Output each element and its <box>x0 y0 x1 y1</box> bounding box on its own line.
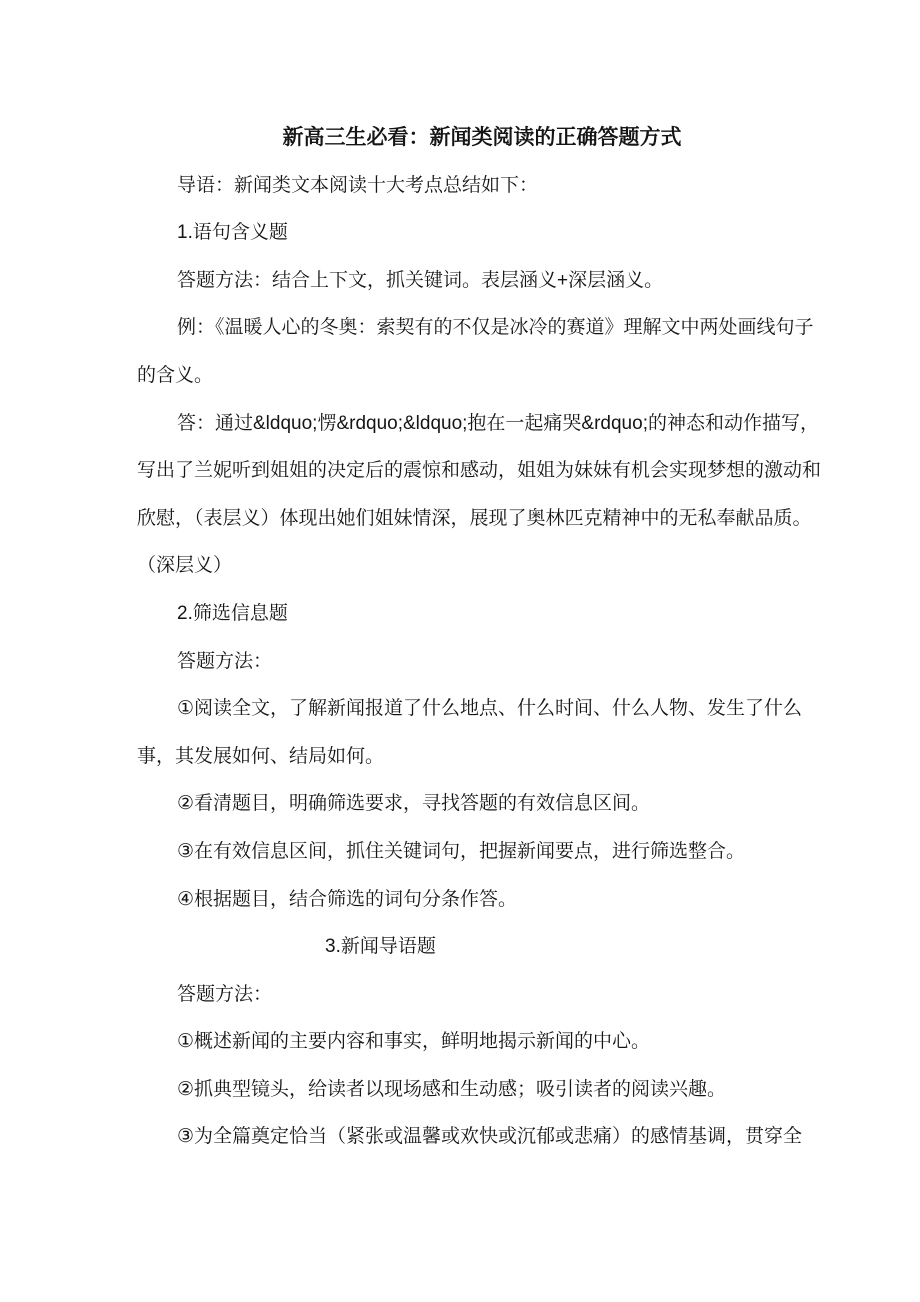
paragraph-step-3-1: ①概述新闻的主要内容和事实，鲜明地揭示新闻的中心。 <box>177 1031 651 1053</box>
paragraph-example-1: 例：《温暖人心的冬奥：索契有的不仅是冰冷的赛道》理解文中两处画线句子的含义。 <box>137 317 814 386</box>
paragraph-method-2: 答题方法： <box>177 650 273 672</box>
paragraph-answer-1: 答：通过&ldquo;愣&rdquo;&ldquo;抱在一起痛哭&rdquo;的神态和动作描写，写出了兰妮听到姐姐的决定后的震惊和感动，姐姐为妹妹有机会实现梦想的激动和欣慰，（表层义）体现出她们姐妹情深，展现了奥林匹克精神中的无私奉献品质。（深层义） <box>137 412 822 577</box>
paragraph-step-2-4: ④根据题目，结合筛选的词句分条作答。 <box>177 888 518 910</box>
paragraph-step-3-2: ②抓典型镜头，给读者以现场感和生动感；吸引读者的阅读兴趣。 <box>177 1078 727 1100</box>
document-title: 新高三生必看：新闻类阅读的正确答题方式 <box>282 126 682 149</box>
paragraph-step-3-3-truncated: ③为全篇奠定恰当（紧张或温馨或欢快或沉郁或悲痛）的感情基调，贯穿全 <box>177 1126 803 1148</box>
paragraph-step-2-2: ②看清题目，明确筛选要求，寻找答题的有效信息区间。 <box>177 793 651 815</box>
paragraph-method-3: 答题方法： <box>177 983 273 1005</box>
section-heading-1: 1.语句含义题 <box>177 222 288 244</box>
section-heading-2: 2.筛选信息题 <box>177 602 288 624</box>
paragraph-method-1: 答题方法：结合上下文，抓关键词。表层涵义+深层涵义。 <box>177 269 664 291</box>
paragraph-step-2-1: ①阅读全文，了解新闻报道了什么地点、什么时间、什么人物、发生了什么事，其发展如何、结局如何。 <box>137 698 803 767</box>
section-heading-3: 3.新闻导语题 <box>325 936 436 958</box>
paragraph-step-2-3: ③在有效信息区间，抓住关键词句，把握新闻要点，进行筛选整合。 <box>177 840 746 862</box>
paragraph-intro: 导语：新闻类文本阅读十大考点总结如下： <box>177 174 539 196</box>
